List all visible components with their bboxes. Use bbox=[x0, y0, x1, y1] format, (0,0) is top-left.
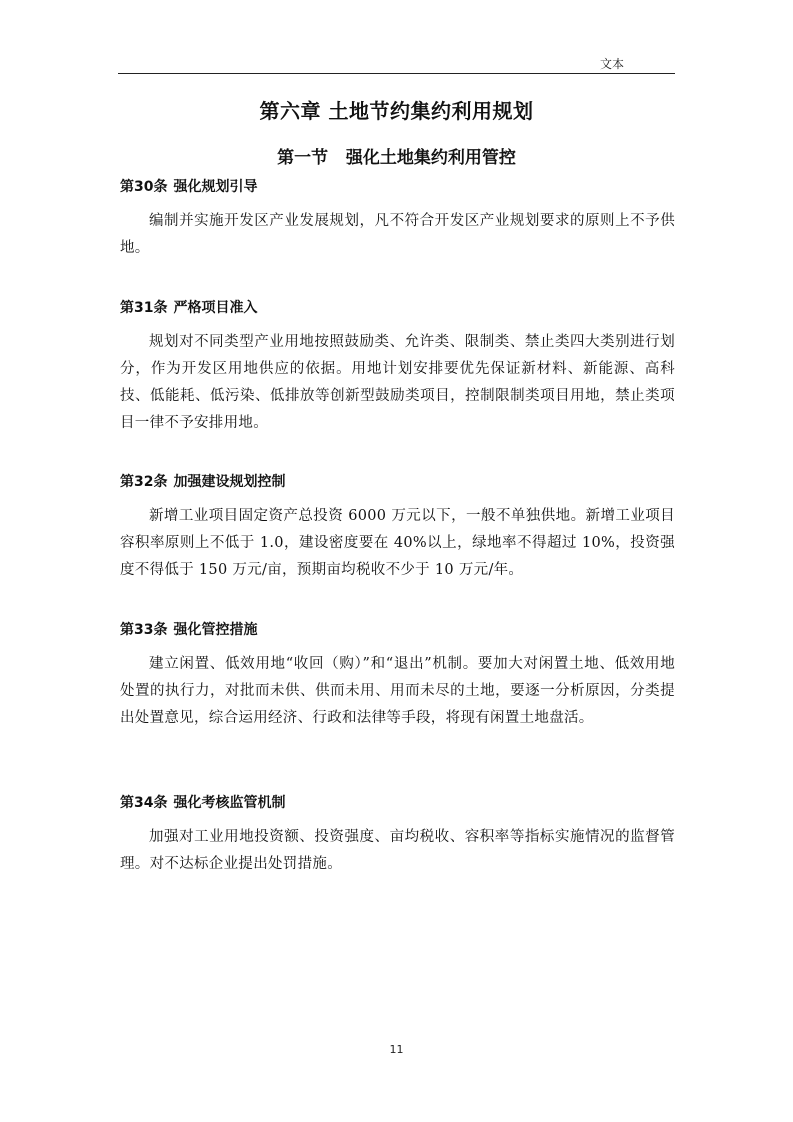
article-body: 建立闲置、低效用地“收回（购）”和“退出”机制。要加大对闲置土地、低效用地处置的执行力，对批而未供、供而未用、用而未尽的土地，要逐一分析原因，分类提出处置意见，综合运用经济、行政和法律等手段，将现有闲置土地盘活。 bbox=[120, 656, 675, 726]
article-title: 强化管控措施 bbox=[173, 622, 258, 638]
header-rule bbox=[118, 73, 675, 74]
article-heading bbox=[120, 620, 675, 640]
article-body: 新增工业项目固定资产总投资 6000 万元以下，一般不单独供地。新增工业项目容积率原则上不低于 1.0，建设密度要在 40%以上，绿地率不得超过 10%，投资强度不得低于 150 万元/亩，预期亩均税收不少于 10 万元/年。 bbox=[120, 508, 675, 578]
article-31 bbox=[120, 298, 675, 437]
article-body: 加强对工业用地投资额、投资强度、亩均税收、容积率等指标实施情况的监督管理。对不达标企业提出处罚措施。 bbox=[120, 829, 675, 872]
article-title: 强化规划引导 bbox=[173, 179, 258, 195]
article-number: 第30条 bbox=[120, 179, 168, 195]
article-32 bbox=[120, 472, 675, 584]
article-heading bbox=[120, 472, 675, 492]
chapter-title: 第六章 土地节约集约利用规划 bbox=[259, 99, 534, 123]
article-heading bbox=[120, 298, 675, 318]
page-number: 11 bbox=[389, 1043, 404, 1056]
article-number: 第34条 bbox=[120, 795, 168, 811]
article-title: 强化考核监管机制 bbox=[173, 795, 286, 811]
article-30 bbox=[120, 177, 675, 262]
article-body: 编制并实施开发区产业发展规划，凡不符合开发区产业规划要求的原则上不予供地。 bbox=[120, 213, 675, 256]
article-heading bbox=[120, 177, 675, 197]
article-number: 第32条 bbox=[120, 474, 168, 490]
header-label: 文本 bbox=[600, 57, 625, 71]
article-title: 加强建设规划控制 bbox=[173, 474, 286, 490]
article-number: 第33条 bbox=[120, 622, 168, 638]
article-heading bbox=[120, 793, 675, 813]
article-title: 严格项目准入 bbox=[173, 300, 258, 316]
article-34 bbox=[120, 793, 675, 878]
article-body: 规划对不同类型产业用地按照鼓励类、允许类、限制类、禁止类四大类别进行划分，作为开发区用地供应的依据。用地计划安排要优先保证新材料、新能源、高科技、低能耗、低污染、低排放等创新型鼓励类项目，控制限制类项目用地，禁止类项目一律不予安排用地。 bbox=[120, 334, 675, 431]
section-title: 第一节 强化土地集约利用管控 bbox=[277, 148, 516, 168]
article-33 bbox=[120, 620, 675, 732]
article-number: 第31条 bbox=[120, 300, 168, 316]
